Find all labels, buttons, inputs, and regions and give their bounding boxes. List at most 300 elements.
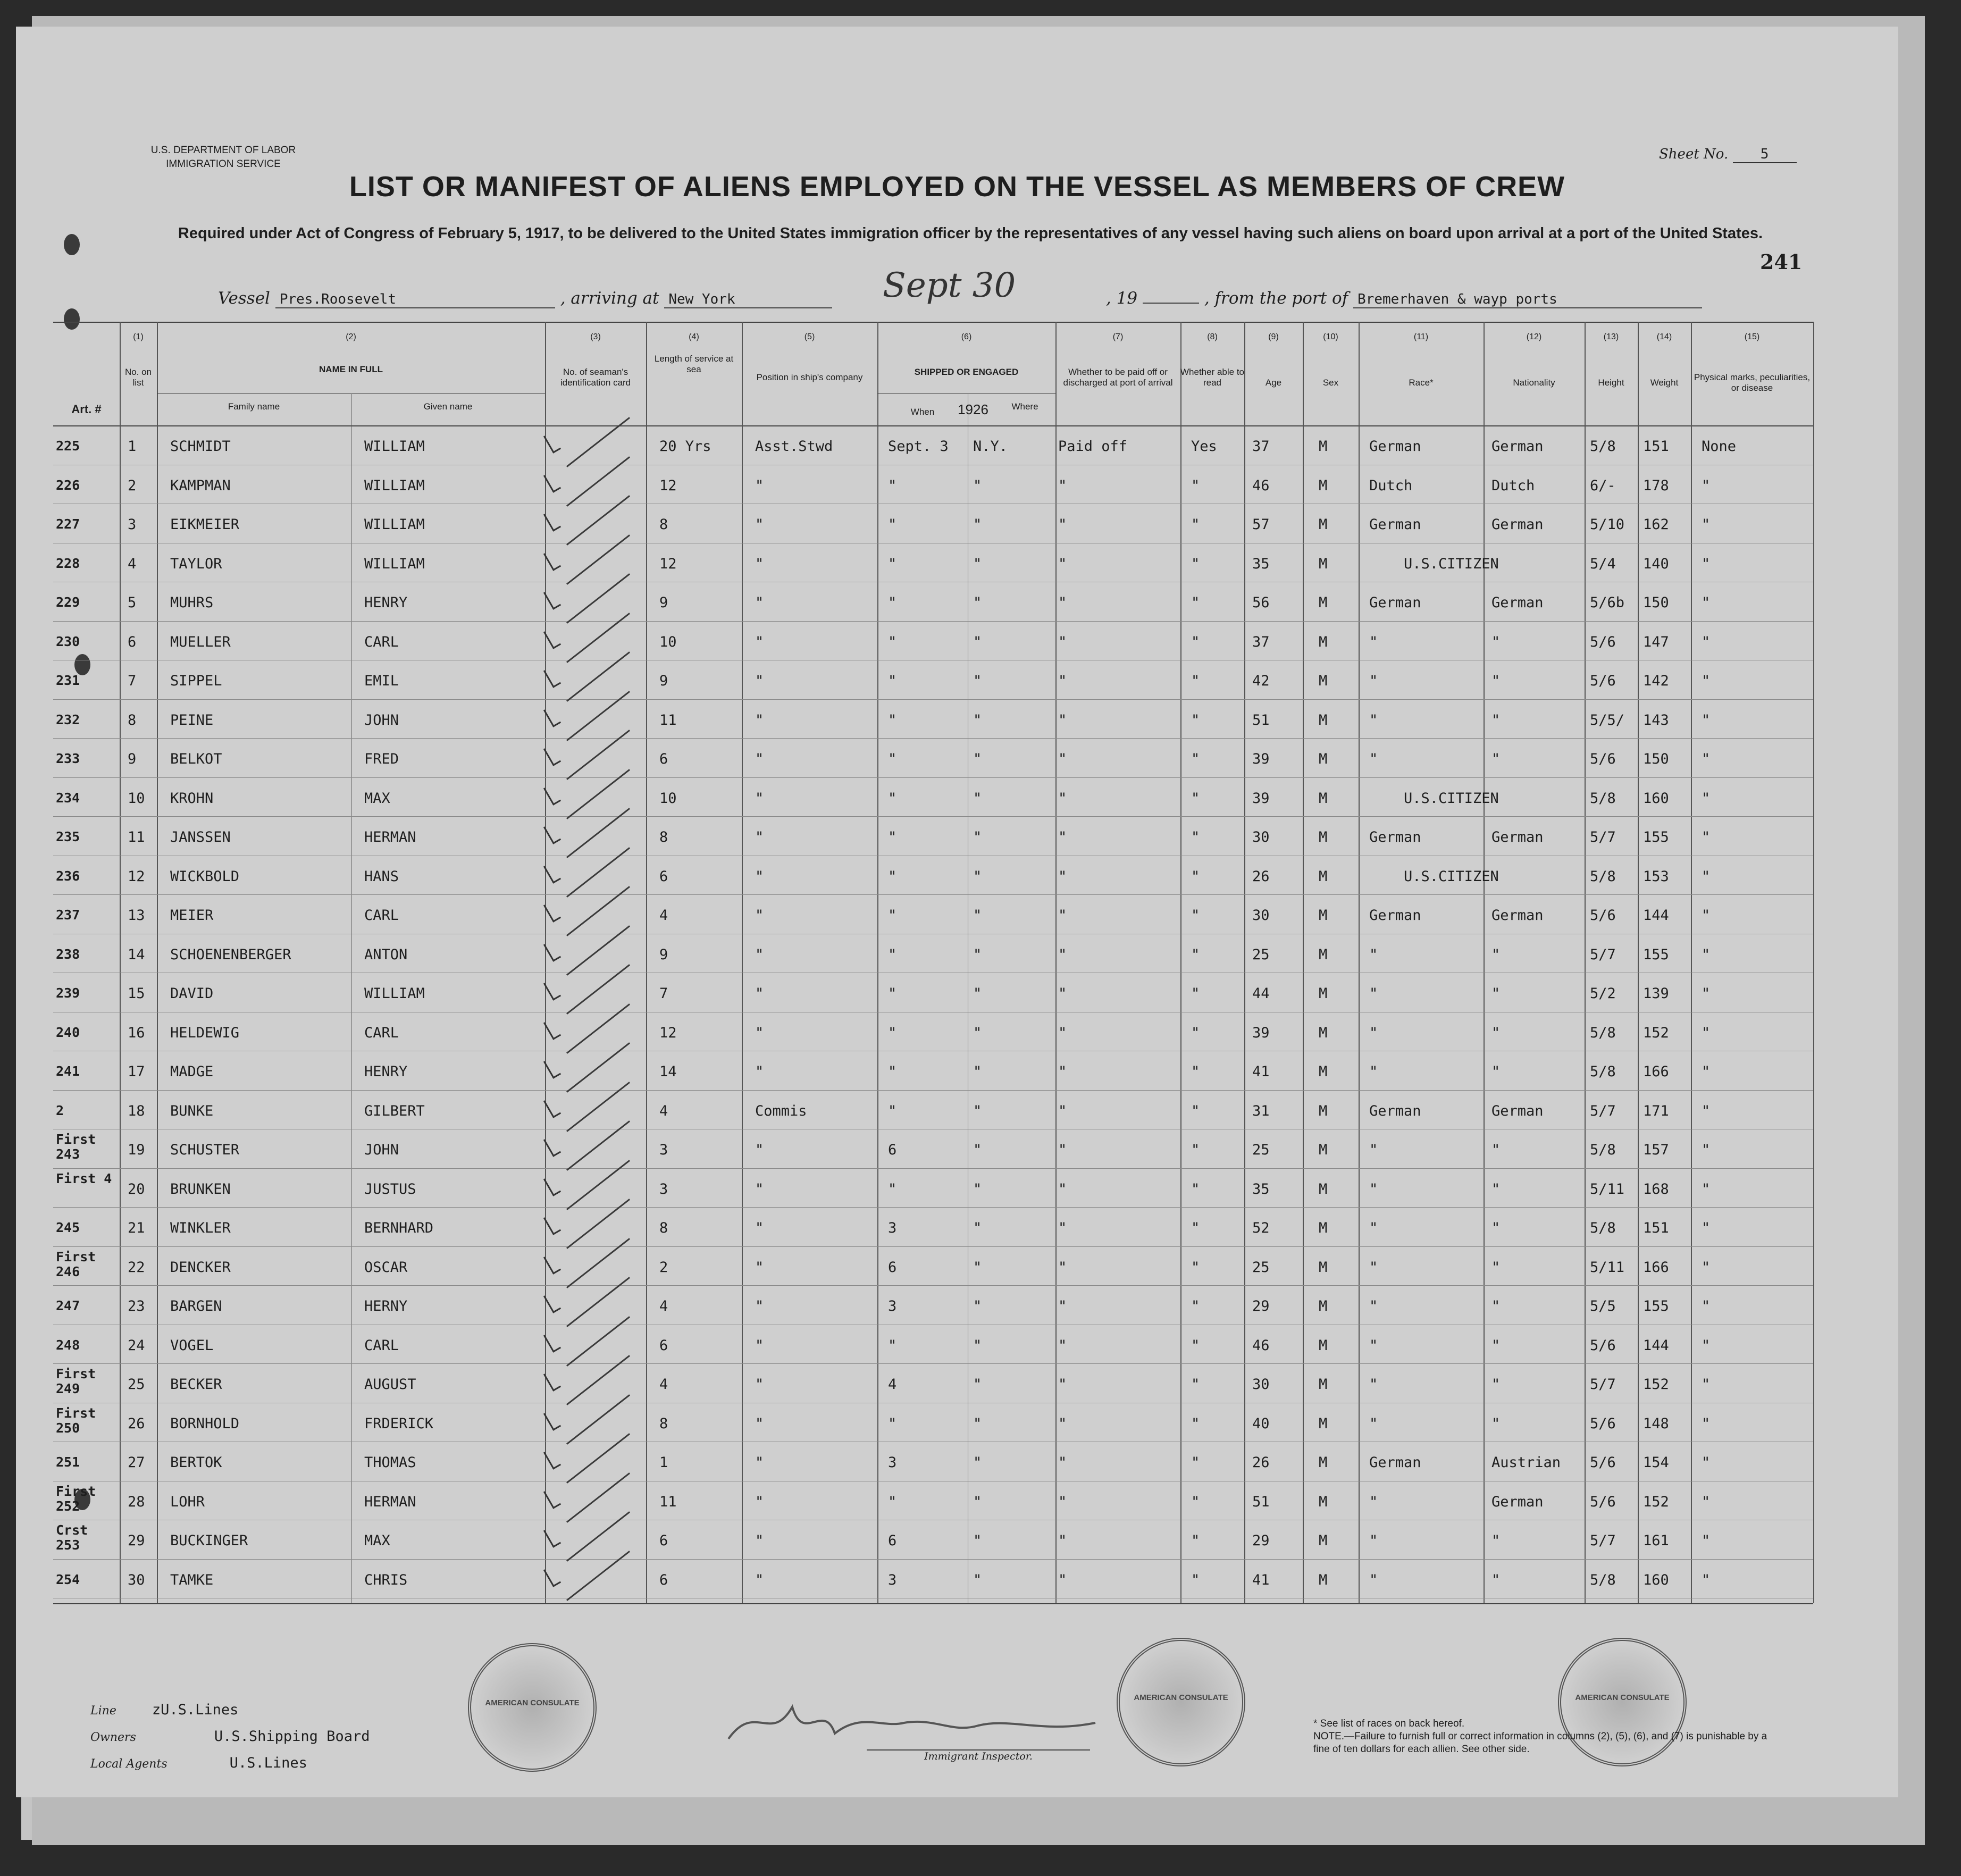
paid-off: " <box>1058 1220 1067 1236</box>
paid-off: " <box>1058 1102 1067 1119</box>
header-position: Position in ship's company <box>756 372 863 382</box>
able-to-read: " <box>1191 1259 1200 1276</box>
sex: M <box>1319 1024 1328 1041</box>
check-mark <box>543 1096 561 1118</box>
list-number: 21 <box>128 1220 145 1236</box>
shipped-when: 6 <box>888 1142 897 1158</box>
sex: M <box>1319 1259 1328 1276</box>
age: 39 <box>1252 1024 1270 1041</box>
line-value: zU.S.Lines <box>152 1702 239 1718</box>
nationality: German <box>1491 438 1544 455</box>
paid-off: " <box>1058 829 1067 845</box>
header-physical-marks: Physical marks, peculiarities, or disease <box>1694 372 1811 393</box>
weight: 155 <box>1643 1298 1669 1314</box>
able-to-read: " <box>1191 1102 1200 1119</box>
physical-marks: " <box>1702 907 1711 924</box>
shipped-where: " <box>973 711 982 728</box>
race: " <box>1369 1493 1378 1510</box>
position: " <box>755 1259 764 1276</box>
shipped-when: " <box>888 1102 897 1119</box>
height: 5/7 <box>1590 1532 1616 1549</box>
art-number: First 252 <box>56 1483 96 1514</box>
check-mark <box>543 1370 561 1392</box>
able-to-read: " <box>1191 985 1200 1002</box>
race: " <box>1369 711 1378 728</box>
length-of-service: 4 <box>659 1376 668 1393</box>
weight: 150 <box>1643 594 1669 611</box>
height: 5/7 <box>1590 1102 1616 1119</box>
family-name: JANSSEN <box>170 829 231 845</box>
family-name: BUCKINGER <box>170 1532 248 1549</box>
age: 37 <box>1252 633 1270 650</box>
height: 5/11 <box>1590 1259 1625 1276</box>
shipped-where: " <box>973 1376 982 1393</box>
family-name: MADGE <box>170 1063 214 1080</box>
nationality: " <box>1491 1532 1501 1549</box>
art-number: 227 <box>56 516 80 532</box>
given-name: HERMAN <box>364 829 416 845</box>
physical-marks: " <box>1702 1532 1711 1549</box>
sex: M <box>1319 790 1328 807</box>
sex: M <box>1319 1454 1328 1471</box>
race: Dutch <box>1369 477 1413 494</box>
age: 51 <box>1252 1493 1270 1510</box>
height: 5/8 <box>1590 1142 1616 1158</box>
paid-off: " <box>1058 516 1067 533</box>
age: 44 <box>1252 985 1270 1002</box>
column-number: (12) <box>1526 332 1542 341</box>
header-age: Age <box>1265 378 1282 388</box>
nationality: " <box>1491 711 1501 728</box>
list-number: 8 <box>128 711 137 728</box>
list-number: 9 <box>128 751 137 767</box>
nationality: " <box>1491 985 1501 1002</box>
able-to-read: " <box>1191 751 1200 767</box>
shipped-where: " <box>973 1493 982 1510</box>
line-label: Line <box>90 1704 116 1718</box>
sex: M <box>1319 673 1328 689</box>
height: 5/6 <box>1590 1337 1616 1354</box>
weight: 178 <box>1643 477 1669 494</box>
art-number: First 249 <box>56 1366 96 1396</box>
shipped-where: " <box>973 477 982 494</box>
seal-text: AMERICAN CONSULATE <box>1134 1693 1228 1702</box>
able-to-read: " <box>1191 868 1200 885</box>
vessel-line <box>218 289 832 308</box>
check-mark <box>543 862 561 884</box>
length-of-service: 12 <box>659 1024 677 1041</box>
race: German <box>1369 438 1421 455</box>
art-number: 232 <box>56 711 80 727</box>
length-of-service: 2 <box>659 1259 668 1276</box>
able-to-read: " <box>1191 829 1200 845</box>
list-number: 2 <box>128 477 137 494</box>
line-field <box>90 1702 238 1718</box>
height: 5/4 <box>1590 555 1616 572</box>
physical-marks: " <box>1702 477 1711 494</box>
paid-off: " <box>1058 1376 1067 1393</box>
table-row <box>16 1129 1898 1168</box>
able-to-read: " <box>1191 594 1200 611</box>
paid-off: " <box>1058 1063 1067 1080</box>
height: 5/8 <box>1590 868 1616 885</box>
header-height: Height <box>1598 378 1624 388</box>
given-name: MAX <box>364 1532 390 1549</box>
given-name: MAX <box>364 790 390 807</box>
list-number: 22 <box>128 1259 145 1276</box>
check-mark <box>543 940 561 962</box>
race: " <box>1369 1415 1378 1432</box>
physical-marks: " <box>1702 1415 1711 1432</box>
length-of-service: 6 <box>659 751 668 767</box>
table-row <box>16 543 1898 582</box>
shipped-when: 4 <box>888 1376 897 1393</box>
check-mark <box>543 1487 561 1509</box>
nationality: " <box>1491 1142 1501 1158</box>
table-row <box>16 1481 1898 1520</box>
shipped-where: " <box>973 1102 982 1119</box>
height: 5/6 <box>1590 673 1616 689</box>
paid-off: " <box>1058 790 1067 807</box>
physical-marks: " <box>1702 1102 1711 1119</box>
art-number: 240 <box>56 1024 80 1040</box>
position: " <box>755 1376 764 1393</box>
check-mark <box>543 666 561 688</box>
header-paid-off: Whether to be paid off or discharged at port of arrival <box>1063 367 1173 388</box>
page-number: 241 <box>1760 250 1803 274</box>
height: 5/8 <box>1590 1571 1616 1588</box>
sex: M <box>1319 1493 1328 1510</box>
physical-marks: " <box>1702 1493 1711 1510</box>
race: " <box>1369 1376 1378 1393</box>
art-number: 238 <box>56 946 80 962</box>
list-number: 28 <box>128 1493 145 1510</box>
position: " <box>755 790 764 807</box>
shipped-when: " <box>888 1337 897 1354</box>
shipped-where: " <box>973 1298 982 1314</box>
owners-label: Owners <box>90 1731 136 1744</box>
column-number: (8) <box>1207 332 1218 341</box>
shipped-where: " <box>973 868 982 885</box>
length-of-service: 6 <box>659 1571 668 1588</box>
list-number: 6 <box>128 633 137 650</box>
sheet-number-label: Sheet No. <box>1659 146 1729 162</box>
table-row <box>16 1363 1898 1403</box>
family-name: WICKBOLD <box>170 868 240 885</box>
art-number: 225 <box>56 438 80 454</box>
header-shipped-engaged: SHIPPED OR ENGAGED <box>914 367 1019 377</box>
seal-text: AMERICAN CONSULATE <box>485 1698 580 1707</box>
family-name: BORNHOLD <box>170 1415 240 1432</box>
check-mark <box>543 471 561 493</box>
art-number: 2 <box>56 1102 64 1118</box>
header-year: 1926 <box>958 401 988 417</box>
check-mark <box>543 1175 561 1196</box>
race: German <box>1369 594 1421 611</box>
shipped-where: " <box>973 1024 982 1041</box>
given-name: WILLIAM <box>364 477 425 494</box>
physical-marks: " <box>1702 1376 1711 1393</box>
sex: M <box>1319 1337 1328 1354</box>
family-name: BUNKE <box>170 1102 214 1119</box>
nationality: German <box>1491 829 1544 845</box>
sex: M <box>1319 1180 1328 1197</box>
height: 5/2 <box>1590 985 1616 1002</box>
height: 5/6 <box>1590 633 1616 650</box>
sex: M <box>1319 1571 1328 1588</box>
agents-value: U.S.Lines <box>229 1755 307 1771</box>
position: " <box>755 1024 764 1041</box>
sex: M <box>1319 1220 1328 1236</box>
art-number: 241 <box>56 1063 80 1079</box>
given-name: THOMAS <box>364 1454 416 1471</box>
height: 5/6b <box>1590 594 1625 611</box>
sex: M <box>1319 751 1328 767</box>
check-mark <box>543 901 561 923</box>
family-name: BECKER <box>170 1376 222 1393</box>
paid-off: " <box>1058 1024 1067 1041</box>
family-name: BRUNKEN <box>170 1180 231 1197</box>
age: 37 <box>1252 438 1270 455</box>
binder-hole <box>64 234 80 255</box>
list-number: 23 <box>128 1298 145 1314</box>
age: 25 <box>1252 1259 1270 1276</box>
position: " <box>755 1532 764 1549</box>
shipped-when: 3 <box>888 1220 897 1236</box>
paid-off: " <box>1058 1454 1067 1471</box>
table-row <box>16 1207 1898 1246</box>
shipped-where: " <box>973 1142 982 1158</box>
position: " <box>755 829 764 845</box>
family-name: SCHMIDT <box>170 438 231 455</box>
weight: 152 <box>1643 1376 1669 1393</box>
able-to-read: " <box>1191 946 1200 963</box>
shipped-when: " <box>888 477 897 494</box>
check-mark <box>543 744 561 766</box>
age: 39 <box>1252 790 1270 807</box>
physical-marks: " <box>1702 673 1711 689</box>
family-name: TAMKE <box>170 1571 214 1588</box>
weight: 144 <box>1643 1337 1669 1354</box>
check-mark <box>543 588 561 610</box>
shipped-where: " <box>973 1532 982 1549</box>
vessel-label: Vessel <box>218 289 270 308</box>
paid-off: " <box>1058 1142 1067 1158</box>
given-name: WILLIAM <box>364 555 425 572</box>
paid-off: Paid off <box>1058 438 1128 455</box>
list-number: 11 <box>128 829 145 845</box>
paid-off: " <box>1058 1571 1067 1588</box>
race: U.S.CITIZEN <box>1404 868 1499 885</box>
sex: M <box>1319 829 1328 845</box>
able-to-read: " <box>1191 1454 1200 1471</box>
age: 35 <box>1252 555 1270 572</box>
sex: M <box>1319 868 1328 885</box>
family-name: LOHR <box>170 1493 205 1510</box>
age: 25 <box>1252 1142 1270 1158</box>
able-to-read: " <box>1191 1220 1200 1236</box>
given-name: FRDERICK <box>364 1415 434 1432</box>
race: " <box>1369 1142 1378 1158</box>
table-row <box>16 934 1898 973</box>
weight: 152 <box>1643 1493 1669 1510</box>
list-number: 13 <box>128 907 145 924</box>
sex: M <box>1319 1376 1328 1393</box>
given-name: AUGUST <box>364 1376 416 1393</box>
position: Asst.Stwd <box>755 438 833 455</box>
requirement-text: Required under Act of Congress of February 5, 1917, to be delivered to the United States immigration officer by the representatives of any vessel having such aliens on board upon arrival at a port of the United States. <box>178 225 1763 242</box>
nationality: German <box>1491 1493 1544 1510</box>
race: " <box>1369 1063 1378 1080</box>
weight: 162 <box>1643 516 1669 533</box>
height: 5/6 <box>1590 907 1616 924</box>
manifest-sheet <box>16 27 1898 1797</box>
arrival-port: New York <box>664 291 832 308</box>
check-mark <box>543 627 561 649</box>
paid-off: " <box>1058 1180 1067 1197</box>
race: " <box>1369 1024 1378 1041</box>
age: 51 <box>1252 711 1270 728</box>
height: 5/8 <box>1590 1024 1616 1041</box>
check-mark <box>543 1018 561 1040</box>
age: 30 <box>1252 907 1270 924</box>
given-name: WILLIAM <box>364 516 425 533</box>
length-of-service: 8 <box>659 1220 668 1236</box>
race: " <box>1369 1220 1378 1236</box>
table-row <box>16 973 1898 1012</box>
shipped-where: " <box>973 829 982 845</box>
family-name: DAVID <box>170 985 214 1002</box>
art-number: 251 <box>56 1454 80 1470</box>
footnotes <box>1313 1718 1771 1756</box>
arriving-label: , arriving at <box>560 289 659 308</box>
list-number: 3 <box>128 516 137 533</box>
given-name: CARL <box>364 1337 399 1354</box>
paid-off: " <box>1058 1415 1067 1432</box>
art-number: First 243 <box>56 1132 96 1162</box>
paid-off: " <box>1058 946 1067 963</box>
list-number: 1 <box>128 438 137 455</box>
age: 40 <box>1252 1415 1270 1432</box>
able-to-read: " <box>1191 1571 1200 1588</box>
shipped-where: " <box>973 1571 982 1588</box>
given-name: CARL <box>364 1024 399 1041</box>
length-of-service: 9 <box>659 673 668 689</box>
age: 31 <box>1252 1102 1270 1119</box>
height: 6/- <box>1590 477 1616 494</box>
age: 42 <box>1252 673 1270 689</box>
given-name: BERNHARD <box>364 1220 434 1236</box>
position: " <box>755 555 764 572</box>
nationality: " <box>1491 1415 1501 1432</box>
family-name: KROHN <box>170 790 214 807</box>
able-to-read: " <box>1191 1493 1200 1510</box>
weight: 142 <box>1643 673 1669 689</box>
weight: 161 <box>1643 1532 1669 1549</box>
position: " <box>755 946 764 963</box>
list-number: 4 <box>128 555 137 572</box>
list-number: 7 <box>128 673 137 689</box>
able-to-read: " <box>1191 555 1200 572</box>
check-mark <box>543 823 561 844</box>
paid-off: " <box>1058 907 1067 924</box>
list-number: 14 <box>128 946 145 963</box>
able-to-read: " <box>1191 711 1200 728</box>
able-to-read: " <box>1191 477 1200 494</box>
length-of-service: 8 <box>659 829 668 845</box>
physical-marks: " <box>1702 594 1711 611</box>
list-number: 24 <box>128 1337 145 1354</box>
family-name: SCHUSTER <box>170 1142 240 1158</box>
shipped-where: " <box>973 1415 982 1432</box>
shipped-when: " <box>888 516 897 533</box>
shipped-where: " <box>973 633 982 650</box>
sex: M <box>1319 1298 1328 1314</box>
race: German <box>1369 1454 1421 1471</box>
binder-hole <box>64 308 80 330</box>
document-title: LIST OR MANIFEST OF ALIENS EMPLOYED ON THE VESSEL AS MEMBERS OF CREW <box>349 171 1565 203</box>
sex: M <box>1319 946 1328 963</box>
nationality: " <box>1491 946 1501 963</box>
family-name: BARGEN <box>170 1298 222 1314</box>
able-to-read: " <box>1191 1376 1200 1393</box>
shipped-where: " <box>973 985 982 1002</box>
sex: M <box>1319 1142 1328 1158</box>
length-of-service: 1 <box>659 1454 668 1471</box>
given-name: FRED <box>364 751 399 767</box>
shipped-when: Sept. 3 <box>888 438 949 455</box>
nationality: " <box>1491 633 1501 650</box>
family-name: EIKMEIER <box>170 516 240 533</box>
sheet-number-value: 5 <box>1733 146 1797 163</box>
paid-off: " <box>1058 1337 1067 1354</box>
list-number: 18 <box>128 1102 145 1119</box>
column-number: (15) <box>1744 332 1760 341</box>
physical-marks: " <box>1702 516 1711 533</box>
art-number: 233 <box>56 751 80 766</box>
column-number: (7) <box>1112 332 1124 341</box>
able-to-read: " <box>1191 1415 1200 1432</box>
column-number: (4) <box>689 332 699 341</box>
length-of-service: 3 <box>659 1180 668 1197</box>
shipped-when: " <box>888 555 897 572</box>
shipped-when: " <box>888 1493 897 1510</box>
shipped-when: " <box>888 1415 897 1432</box>
physical-marks: " <box>1702 1063 1711 1080</box>
check-mark <box>543 510 561 532</box>
check-mark <box>543 1213 561 1235</box>
check-mark <box>543 432 561 454</box>
header-family-name: Family name <box>228 401 280 412</box>
table-row <box>16 1442 1898 1481</box>
check-mark <box>543 1253 561 1275</box>
table-row <box>16 660 1898 699</box>
nationality: " <box>1491 1024 1501 1041</box>
physical-marks: None <box>1702 438 1737 455</box>
shipped-where: " <box>973 1180 982 1197</box>
family-name: SCHOENENBERGER <box>170 946 291 963</box>
nationality: " <box>1491 1220 1501 1236</box>
position: " <box>755 1063 764 1080</box>
header-sex: Sex <box>1322 378 1339 388</box>
length-of-service: 12 <box>659 555 677 572</box>
table-row <box>16 1090 1898 1129</box>
table-row <box>16 1246 1898 1286</box>
table-row <box>16 699 1898 739</box>
age: 35 <box>1252 1180 1270 1197</box>
race: " <box>1369 946 1378 963</box>
position: " <box>755 1493 764 1510</box>
